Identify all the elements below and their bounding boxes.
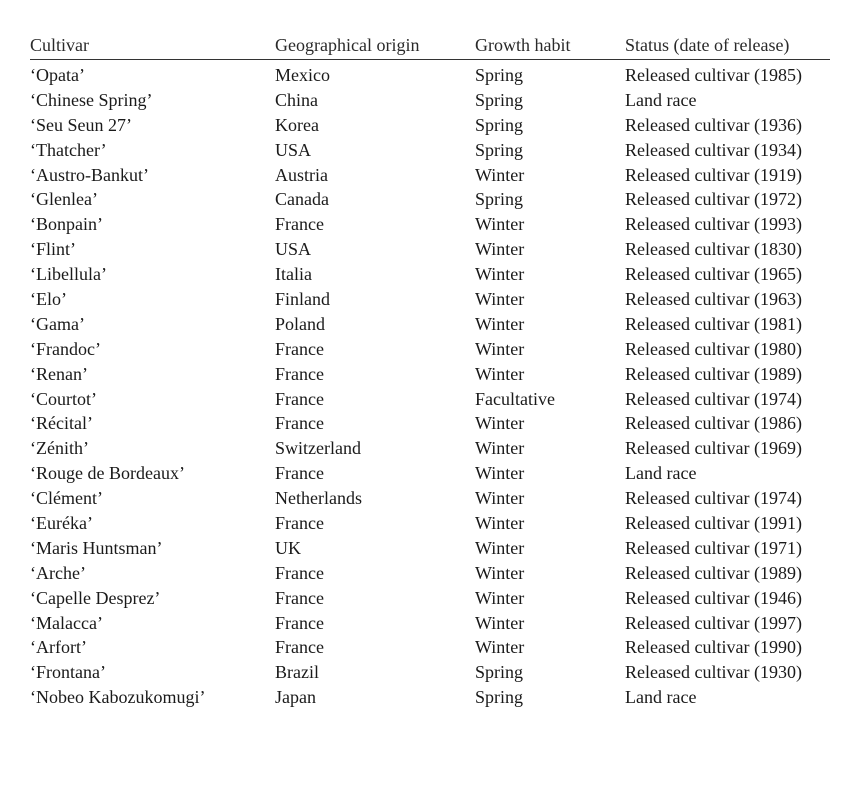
table-row	[30, 586, 830, 611]
cultivar-cell: ‘Austro-Bankut’	[30, 164, 149, 185]
status-cell: Released cultivar (1990)	[625, 637, 802, 658]
growth-habit-cell: Winter	[475, 289, 525, 310]
origin-cell: Korea	[275, 114, 319, 135]
status-cell: Released cultivar (1972)	[625, 189, 802, 210]
growth-habit-cell: Winter	[475, 537, 525, 558]
table-row	[30, 287, 830, 312]
table-row	[30, 436, 830, 461]
status-cell: Land race	[625, 463, 697, 484]
status-cell: Released cultivar (1919)	[625, 164, 802, 185]
origin-cell: USA	[275, 239, 312, 260]
cultivar-cell: ‘Euréka’	[30, 513, 93, 534]
cultivar-cell: ‘Arfort’	[30, 637, 87, 658]
status-cell: Released cultivar (1974)	[625, 488, 802, 509]
status-cell: Released cultivar (1993)	[625, 214, 802, 235]
origin-cell: USA	[275, 139, 312, 160]
status-cell: Released cultivar (1934)	[625, 139, 802, 160]
cultivar-cell: ‘Maris Huntsman’	[30, 537, 163, 558]
origin-cell: Brazil	[275, 662, 319, 683]
cultivar-cell: ‘Zénith’	[30, 438, 89, 459]
table-row	[30, 63, 830, 88]
status-cell: Released cultivar (1980)	[625, 338, 802, 359]
column-header-growth-habit: Growth habit	[475, 34, 571, 55]
growth-habit-cell: Winter	[475, 612, 525, 633]
origin-cell: Finland	[275, 289, 331, 310]
growth-habit-cell: Winter	[475, 488, 525, 509]
growth-habit-cell: Spring	[475, 139, 524, 160]
origin-cell: France	[275, 587, 324, 608]
growth-habit-cell: Spring	[475, 65, 524, 85]
status-cell: Released cultivar (1946)	[625, 587, 802, 608]
cultivar-cell: ‘Malacca’	[30, 612, 103, 633]
cultivar-cell: ‘Elo’	[30, 289, 67, 310]
status-cell: Released cultivar (1963)	[625, 289, 802, 310]
table-row	[30, 237, 830, 262]
growth-habit-cell: Spring	[475, 662, 524, 683]
status-cell: Released cultivar (1971)	[625, 537, 802, 558]
column-header-geographical-origin: Geographical origin	[275, 34, 420, 55]
cultivar-cell: ‘Courtot’	[30, 388, 97, 409]
origin-cell: France	[275, 562, 324, 583]
cultivar-cell: ‘Frandoc’	[30, 338, 101, 359]
cultivar-cell: ‘Frontana’	[30, 662, 106, 683]
table-row	[30, 138, 830, 163]
status-cell: Released cultivar (1986)	[625, 413, 802, 434]
cultivar-table	[30, 31, 830, 710]
growth-habit-cell: Winter	[475, 587, 525, 608]
cultivar-cell: ‘Libellula’	[30, 264, 107, 285]
cultivar-cell: ‘Arche’	[30, 562, 86, 583]
status-cell: Released cultivar (1930)	[625, 662, 802, 683]
status-cell: Released cultivar (1997)	[625, 612, 802, 633]
origin-cell: Mexico	[275, 65, 330, 85]
table-row	[30, 187, 830, 212]
status-cell: Released cultivar (1985)	[625, 65, 802, 85]
growth-habit-cell: Facultative	[475, 388, 555, 409]
cultivar-cell: ‘Récital’	[30, 413, 93, 434]
cultivar-cell: ‘Nobeo Kabozukomugi’	[30, 687, 206, 708]
table-row	[30, 212, 830, 237]
origin-cell: France	[275, 637, 324, 658]
origin-cell: France	[275, 363, 324, 384]
cultivar-cell: ‘Bonpain’	[30, 214, 103, 235]
origin-cell: Switzerland	[275, 438, 361, 459]
growth-habit-cell: Spring	[475, 89, 524, 110]
column-header-status: Status (date of release)	[625, 34, 790, 55]
status-cell: Released cultivar (1974)	[625, 388, 802, 409]
origin-cell: Italia	[275, 264, 312, 285]
growth-habit-cell: Winter	[475, 313, 525, 334]
cultivar-cell: ‘Clément’	[30, 488, 103, 509]
origin-cell: France	[275, 214, 324, 235]
table-row	[30, 511, 830, 536]
origin-cell: France	[275, 463, 324, 484]
status-cell: Released cultivar (1936)	[625, 114, 802, 135]
origin-cell: France	[275, 413, 324, 434]
table-row	[30, 611, 830, 636]
table-row	[30, 88, 830, 113]
table-row	[30, 337, 830, 362]
table-row	[30, 262, 830, 287]
cultivar-cell: ‘Gama’	[30, 313, 85, 334]
origin-cell: France	[275, 513, 324, 534]
cultivar-cell: ‘Glenlea’	[30, 189, 98, 210]
table-row	[30, 660, 830, 685]
table-row	[30, 486, 830, 511]
growth-habit-cell: Winter	[475, 239, 525, 260]
table-row	[30, 561, 830, 586]
cultivar-cell: ‘Thatcher’	[30, 139, 107, 160]
cultivar-cell: ‘Flint’	[30, 239, 77, 260]
table-header	[30, 31, 830, 60]
table-row	[30, 411, 830, 436]
origin-cell: France	[275, 338, 324, 359]
origin-cell: UK	[275, 537, 301, 558]
cultivar-cell: ‘Opata’	[30, 65, 85, 85]
table-row	[30, 387, 830, 412]
table-row	[30, 362, 830, 387]
cultivar-cell: ‘Seu Seun 27’	[30, 114, 132, 135]
growth-habit-cell: Winter	[475, 562, 525, 583]
growth-habit-cell: Winter	[475, 164, 525, 185]
growth-habit-cell: Winter	[475, 513, 525, 534]
status-cell: Land race	[625, 687, 697, 708]
cultivar-cell: ‘Renan’	[30, 363, 88, 384]
growth-habit-cell: Spring	[475, 189, 524, 210]
table-body	[30, 60, 830, 710]
table-row	[30, 635, 830, 660]
growth-habit-cell: Spring	[475, 687, 524, 708]
growth-habit-cell: Winter	[475, 264, 525, 285]
origin-cell: Poland	[275, 313, 326, 334]
table-row	[30, 312, 830, 337]
origin-cell: Japan	[275, 687, 316, 708]
cultivar-cell: ‘Rouge de Bordeaux’	[30, 463, 185, 484]
table-row	[30, 461, 830, 486]
column-header-cultivar: Cultivar	[30, 34, 89, 55]
cultivar-cell: ‘Chinese Spring’	[30, 89, 153, 110]
status-cell: Released cultivar (1989)	[625, 363, 802, 384]
origin-cell: Canada	[275, 189, 329, 210]
status-cell: Released cultivar (1830)	[625, 239, 802, 260]
cultivar-cell: ‘Capelle Desprez’	[30, 587, 161, 608]
table-row	[30, 685, 830, 710]
origin-cell: France	[275, 612, 324, 633]
origin-cell: France	[275, 388, 324, 409]
status-cell: Land race	[625, 89, 697, 110]
status-cell: Released cultivar (1965)	[625, 264, 802, 285]
growth-habit-cell: Winter	[475, 637, 525, 658]
table-row	[30, 536, 830, 561]
origin-cell: Netherlands	[275, 488, 362, 509]
table-row	[30, 163, 830, 188]
origin-cell: Austria	[275, 164, 328, 185]
growth-habit-cell: Winter	[475, 363, 525, 384]
growth-habit-cell: Winter	[475, 214, 525, 235]
growth-habit-cell: Winter	[475, 413, 525, 434]
origin-cell: China	[275, 89, 318, 110]
status-cell: Released cultivar (1991)	[625, 513, 802, 534]
table-row	[30, 113, 830, 138]
growth-habit-cell: Spring	[475, 114, 524, 135]
growth-habit-cell: Winter	[475, 438, 525, 459]
status-cell: Released cultivar (1989)	[625, 562, 802, 583]
growth-habit-cell: Winter	[475, 338, 525, 359]
growth-habit-cell: Winter	[475, 463, 525, 484]
status-cell: Released cultivar (1981)	[625, 313, 802, 334]
status-cell: Released cultivar (1969)	[625, 438, 802, 459]
